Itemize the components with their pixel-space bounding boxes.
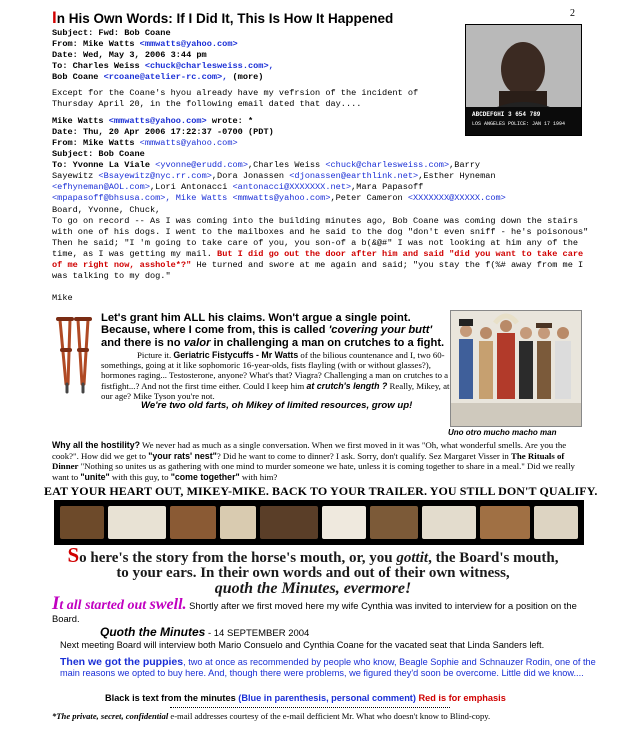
forwarded-from-link[interactable]: <mmwatts@yahoo.com> <box>139 138 238 148</box>
email-from-link[interactable]: <mmwatts@yahoo.com> <box>139 39 238 49</box>
food-photo <box>108 506 166 539</box>
rant-closer: We're two old farts, oh Mikey of limited resources, grow up! <box>141 400 413 412</box>
page-number: 2 <box>570 8 575 19</box>
food-photo <box>260 506 318 539</box>
food-photo <box>60 506 104 539</box>
costume-image <box>451 311 581 426</box>
crutches-icon <box>54 312 96 394</box>
color-legend: Black is text from the minutes (Blue in parenthesis, personal comment) Red is for emphasis <box>105 693 506 703</box>
costume-photo-caption: Uno otro mucho macho man <box>448 428 557 437</box>
forwarded-to-4: <mpapasoff@bhsusa.com>, Mike Watts <mmwatts@yahoo.com>,Peter Cameron <XXXXXXX@XXXXX.com> <box>52 193 506 203</box>
forwarded-wrote-link[interactable]: <mmwatts@yahoo.com> <box>108 116 207 126</box>
forwarded-to-1: To: Yvonne La Viale <yvonne@erudd.com>,Charles Weiss <chuck@charlesweiss.com>,Barry <box>52 160 481 170</box>
salutation: Board, Yvonne, Chuck, <box>52 205 161 215</box>
email-to-link[interactable]: <chuck@charlesweiss.com>, <box>144 61 274 71</box>
forwarded-from: From: Mike Watts <mmwatts@yahoo.com> <box>52 138 238 148</box>
email-to-2: Bob Coane <rcoane@atelier-rc.com>, (more) <box>52 72 264 82</box>
why-paragraph: Why all the hostility? We never had as much as a single conversation. When we first moved in it was "Oh, what wonderful smells. Are you the cook?". How did we get to "your rats' nest"? Did he want to come to dinner? I ask. Sorry, don't qualify. Sez Margaret Visser in The Rituals of Dinner "Nothing so unites us as gathering with one mind to murder someone we hate, unless it is coming together to share in a meal." Did we really want to "unite" with this guy, to "come together" with him? <box>52 440 575 482</box>
email-link[interactable]: <Bsayewitz@nyc.rr.com> <box>98 171 212 181</box>
email-header <box>52 28 452 83</box>
forwarded-wrote: Mike Watts <mmwatts@yahoo.com> wrote: * <box>52 116 254 126</box>
email-link[interactable]: <antonacci@XXXXXXX.net> <box>232 182 352 192</box>
food-photo <box>322 506 366 539</box>
mugshot-caption-1: ABCDEFGHI 3 654 789 <box>472 111 541 118</box>
started-paragraph: It all started out swell. Shortly after we first moved here my wife Cynthia was invited to interview for a position on the Board. <box>52 593 577 624</box>
mugshot-caption-2: LOS ANGELES POLICE: JAN 17 1994 <box>472 121 566 127</box>
email-link[interactable]: <chuck@charlesweiss.com> <box>325 160 450 170</box>
intro-text: Except for the Coane's hyou already have my vefrsion of the incident of Thursday April 20, in the following email dated that day.... <box>52 88 419 109</box>
email-body <box>52 205 597 304</box>
food-photo <box>534 506 578 539</box>
food-photo <box>480 506 530 539</box>
email-link[interactable]: <mpapasoff@bhsusa.com>, Mike Watts <mmwatts@yahoo.com> <box>52 193 331 203</box>
rant-paragraph: Picture it. Geriatric Fistycuffs - Mr Watts of the bilious countenance and I, two 60-somethings, going at it like sophomoric 16-year-olds, fists flayling (with or without glasses?), hormones raging... Testosterone, anyone? What's that? Viagra? Challenging a man on crutches to a fistfight...? And not the first time either. Could I keep him at crutch's length ? Really, Mikey, at our age? Mike Tyson you're not. We're two old farts, oh Mikey of limited resources, grow up! <box>101 350 450 412</box>
eat-heading: EAT YOUR HEART OUT, MIKEY-MIKE. BACK TO YOUR TRAILER. YOU STILL DON'T QUALIFY. <box>44 484 598 498</box>
body-paragraph: To go on record -- As I was coming into the building minutes ago, Bob Coane was coming down the stairs with one of his dogs. I went to the mailboxes and he said to the dog "don't even sniff - he's poisonous" Then he said; "I 'm going to take care of you, you son-of a b(&@#" I was not looking at him any of the time, as I was getting my mail. But I did go out the door after him and said "did you want to take care of me right now, asshole*?" He turned and swore at me again and said; "you stay the f(%# away from me I was talking to my dog." <box>52 216 589 281</box>
email-date: Date: Wed, May 3, 2006 3:44 pm <box>52 50 207 60</box>
forwarded-to-2: Sayewitz <Bsayewitz@nyc.rr.com>,Dora Jonassen <djonassen@earthlink.net>,Esther Hyneman <box>52 171 496 181</box>
email-link[interactable]: <efhyneman@AOL.com> <box>52 182 150 192</box>
food-photo-strip <box>54 500 584 545</box>
email-to2-link[interactable]: <rcoane@atelier-rc.com>, <box>103 72 228 82</box>
puppies-paragraph: Then we got the puppies, two at once as recommended by people who know, Beagle Sophie and Schnauzer Rodin, one of the main reasons we opted to buy here. And, though there were problems, we figured they'd soon be overcome. Little did we know.... <box>60 656 596 678</box>
food-photo <box>170 506 216 539</box>
divider <box>170 707 450 708</box>
quoth-minutes-heading: Quoth the Minutes - 14 SEPTEMBER 2004 <box>100 625 310 639</box>
footnote: *The private, secret, confidential e-mail addresses courtesy of the e-mail defficient Mr. What who doesn't know to Blind-copy. <box>52 711 491 721</box>
title-initial: I <box>52 8 57 27</box>
signature: Mike <box>52 293 73 303</box>
page-title <box>52 8 393 28</box>
food-photo <box>220 506 256 539</box>
costume-photo <box>450 310 582 427</box>
email-from: From: Mike Watts <mmwatts@yahoo.com> <box>52 39 238 49</box>
forwarded-to-3: <efhyneman@AOL.com>,Lori Antonacci <antonacci@XXXXXXX.net>,Mara Papasoff <box>52 182 424 192</box>
rant-heading: Let's grant him ALL his claims. Won't argue a single point. Because, where I come from, this is called 'covering your butt' and there is no valor in challenging a man on crutches to a fight. <box>101 312 445 349</box>
forwarded-date: Date: Thu, 20 Apr 2006 17:22:37 -0700 (PDT) <box>52 127 274 137</box>
email-to: To: Charles Weiss <chuck@charlesweiss.com>, <box>52 61 274 71</box>
forwarded-subject: Subject: Bob Coane <box>52 149 145 159</box>
title-text: n His Own Words: If I Did It, This Is How It Happened <box>56 11 394 26</box>
forwarded-header <box>52 116 592 204</box>
emphasis-red: But I did go out the door after him and said "did you want to take care of me right now, asshole*?" <box>52 249 584 270</box>
email-link[interactable]: <yvonne@erudd.com> <box>155 160 248 170</box>
food-photo <box>370 506 418 539</box>
email-subject: Subject: Fwd: Bob Coane <box>52 28 171 38</box>
email-link[interactable]: <djonassen@earthlink.net> <box>289 171 419 181</box>
email-link[interactable]: <XXXXXXX@XXXXX.com> <box>407 193 506 203</box>
meeting-minutes: Next meeting Board will interview both Mario Consuelo and Cynthia Coane for the vacated seat that Linda Sanders left. <box>60 640 545 650</box>
story-heading: So here's the story from the horse's mouth, or, you gottit, the Board's mouth, to your ears. In their own words and out of their own witness, quoth the Minutes, evermore! <box>67 543 559 597</box>
food-photo <box>422 506 476 539</box>
